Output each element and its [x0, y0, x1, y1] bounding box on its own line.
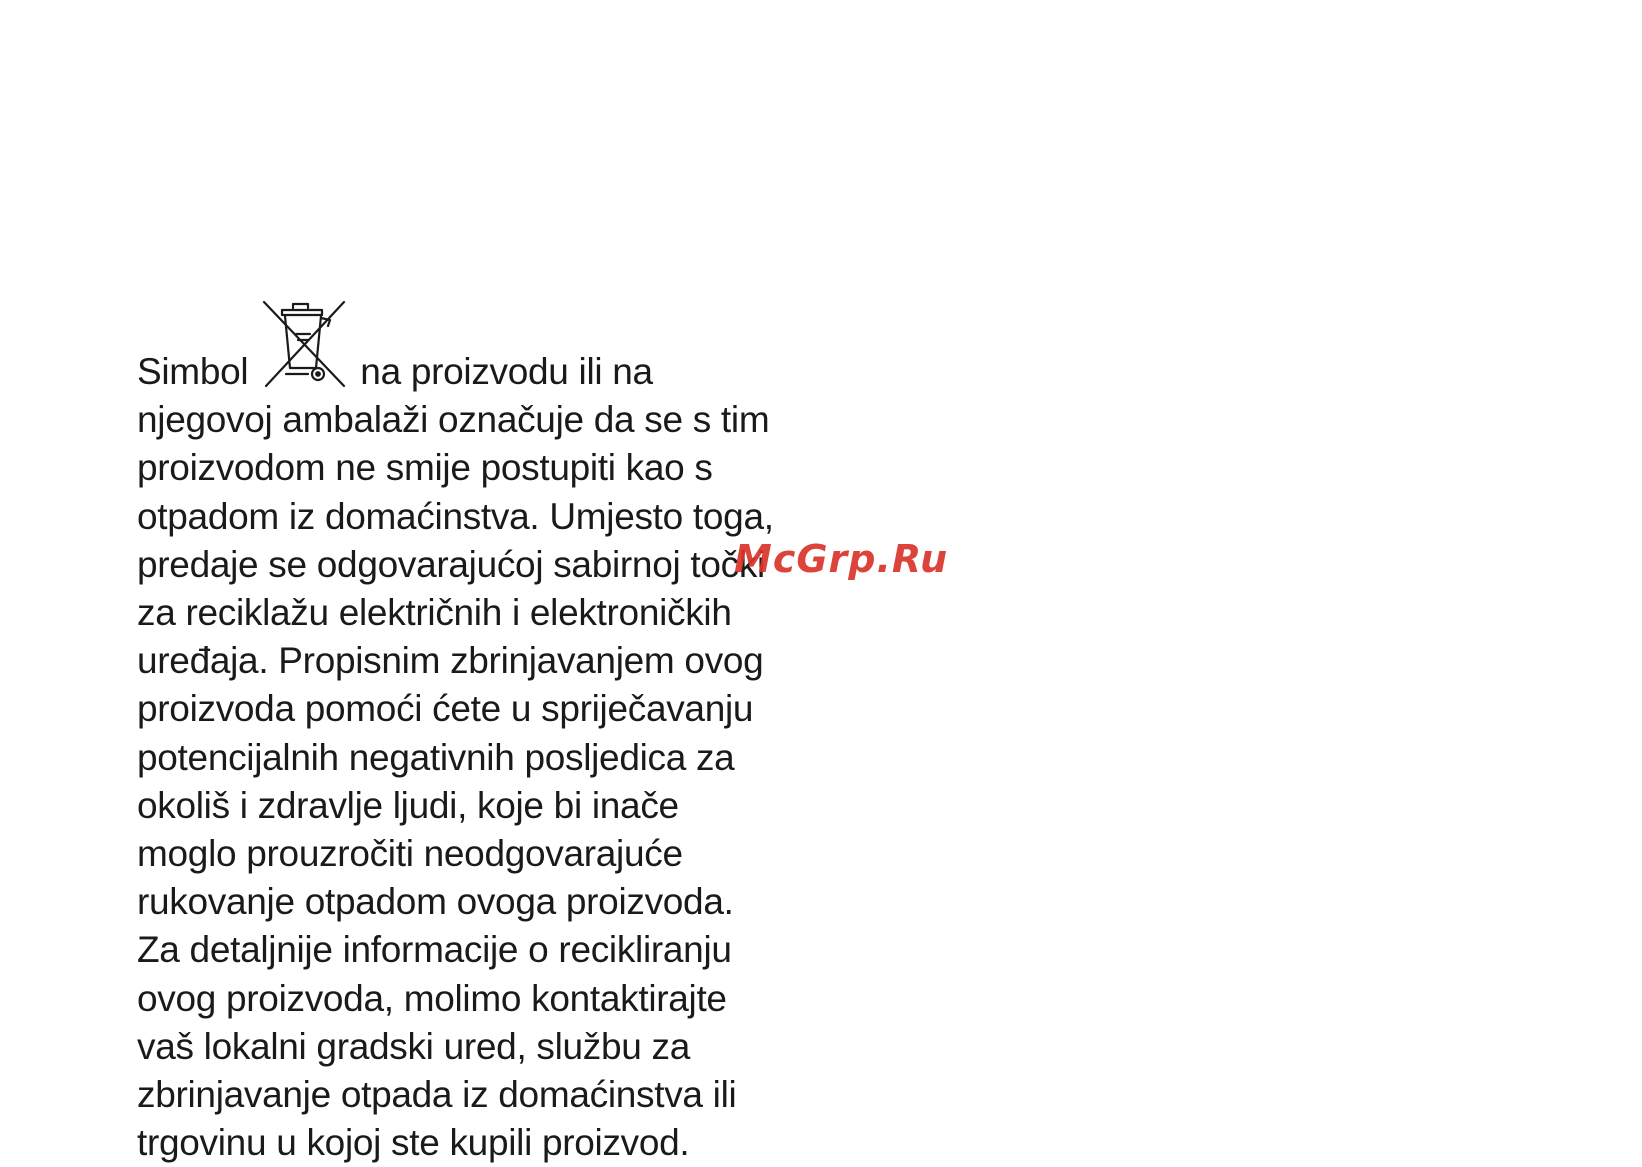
- paragraph-line-first: [137, 298, 897, 396]
- paragraph-line: trgovinu u kojoj ste kupili proizvod.: [137, 1122, 690, 1164]
- paragraph-line: otpadom iz domaćinstva. Umjesto toga,: [137, 495, 774, 537]
- paragraph-line: vaš lokalni gradski ured, službu za: [137, 1025, 691, 1067]
- paragraph-line: uređaja. Propisnim zbrinjavanjem ovog: [137, 640, 764, 682]
- paragraph-line: moglo prouzročiti neodgovarajuće: [137, 833, 683, 875]
- text-after-icon: na proizvodu ili na: [360, 351, 653, 392]
- paragraph-line: za reciklažu električnih i elektroničkih: [137, 592, 732, 634]
- paragraph-line: potencijalnih negativnih posljedica za: [137, 736, 735, 778]
- paragraph-line: Za detaljnije informacije o recikliranju: [137, 929, 732, 971]
- paragraph-line: njegovoj ambalaži označuje da se s tim: [137, 399, 770, 441]
- paragraph-line: proizvoda pomoći ćete u spriječavanju: [137, 688, 754, 730]
- crossed-out-wheelie-bin-icon: [260, 298, 348, 390]
- weee-disposal-paragraph: [137, 298, 897, 1167]
- paragraph-line: zbrinjavanje otpada iz domaćinstva ili: [137, 1074, 737, 1116]
- text-before-icon: Simbol: [137, 351, 249, 392]
- paragraph-line: okoliš i zdravlje ljudi, koje bi inače: [137, 784, 679, 826]
- watermark: McGrp.Ru: [734, 537, 949, 581]
- paragraph-line: predaje se odgovarajućoj sabirnoj točki: [137, 543, 765, 585]
- paragraph-line: ovog proizvoda, molimo kontaktirajte: [137, 977, 727, 1019]
- paragraph-line: proizvodom ne smije postupiti kao s: [137, 447, 713, 489]
- paragraph-line: rukovanje otpadom ovoga proizvoda.: [137, 881, 734, 923]
